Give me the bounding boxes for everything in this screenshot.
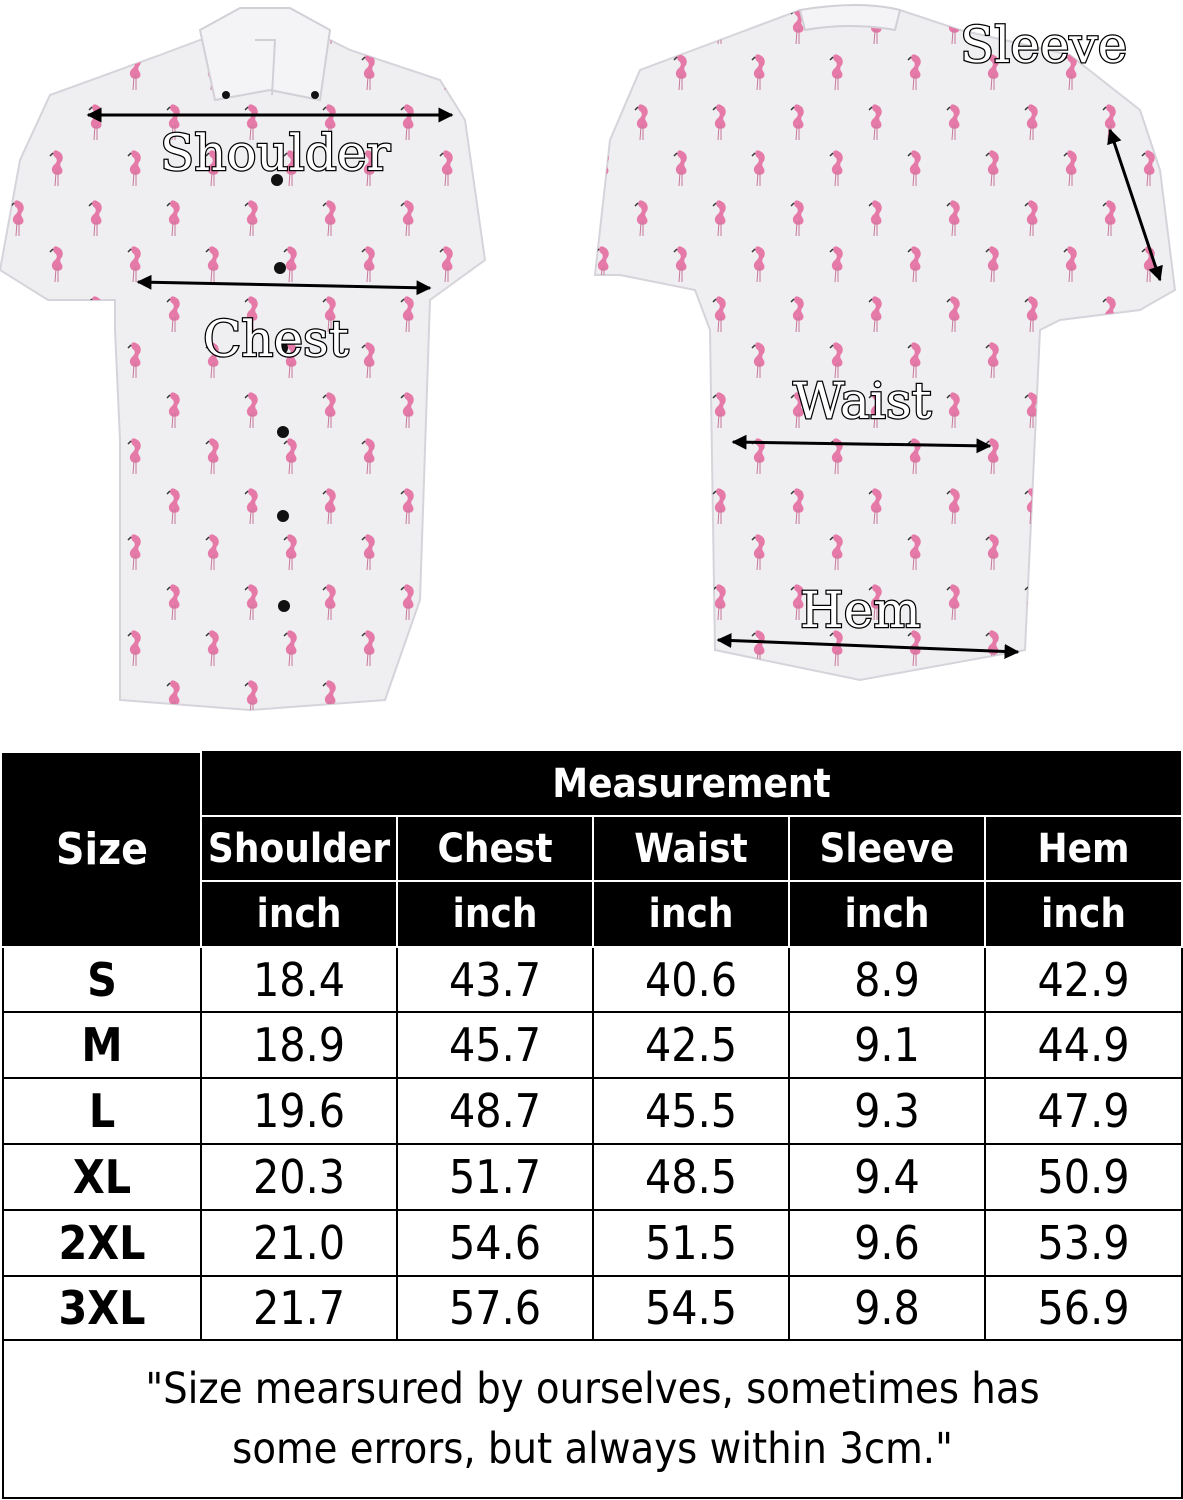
hem-label: Hem <box>800 581 921 639</box>
waist-value: 54.5 <box>593 1276 789 1340</box>
waist-value: 42.5 <box>593 1012 789 1077</box>
chest-value: 45.7 <box>397 1012 593 1077</box>
table-row <box>3 1078 1182 1144</box>
table-row <box>3 947 1182 1012</box>
shoulder-value: 18.9 <box>201 1012 397 1077</box>
disclaimer-line-1: "Size mearsured by ourselves, sometimes has <box>145 1364 1040 1415</box>
collar <box>200 8 330 100</box>
col-header-chest: Chest <box>397 816 593 880</box>
shoulder-value: 21.7 <box>201 1276 397 1340</box>
unit-header-waist: inch <box>593 881 789 947</box>
waist-value: 45.5 <box>593 1078 789 1144</box>
size-cell: 2XL <box>3 1210 201 1275</box>
size-chart-table <box>2 751 1183 1499</box>
size-header: Size <box>3 752 201 947</box>
col-header-hem: Hem <box>985 816 1182 880</box>
shirt-back <box>595 5 1175 680</box>
shoulder-value: 21.0 <box>201 1210 397 1275</box>
size-cell: 3XL <box>3 1276 201 1340</box>
chest-value: 54.6 <box>397 1210 593 1275</box>
table-row <box>3 1276 1182 1340</box>
unit-header-chest: inch <box>397 881 593 947</box>
col-header-waist: Waist <box>593 816 789 880</box>
hem-value: 47.9 <box>985 1078 1182 1144</box>
shoulder-value: 18.4 <box>201 947 397 1012</box>
unit-header-hem: inch <box>985 881 1182 947</box>
sleeve-value: 9.1 <box>789 1012 985 1077</box>
sleeve-value: 9.6 <box>789 1210 985 1275</box>
waist-value: 48.5 <box>593 1144 789 1210</box>
measurement-disclaimer <box>3 1340 1182 1498</box>
chest-value: 48.7 <box>397 1078 593 1144</box>
size-cell: M <box>3 1012 201 1077</box>
shoulder-label: Shoulder <box>160 124 391 182</box>
table-row <box>3 1210 1182 1275</box>
waist-value: 51.5 <box>593 1210 789 1275</box>
hem-value: 44.9 <box>985 1012 1182 1077</box>
sleeve-label: Sleeve <box>960 16 1128 74</box>
col-header-shoulder: Shoulder <box>201 816 397 880</box>
shoulder-value: 20.3 <box>201 1144 397 1210</box>
shoulder-value: 19.6 <box>201 1078 397 1144</box>
unit-header-shoulder: inch <box>201 881 397 947</box>
sleeve-value: 8.9 <box>789 947 985 1012</box>
hem-value: 53.9 <box>985 1210 1182 1275</box>
waist-value: 40.6 <box>593 947 789 1012</box>
size-cell: L <box>3 1078 201 1144</box>
size-cell: S <box>3 947 201 1012</box>
waist-label: Waist <box>793 372 932 430</box>
hem-value: 50.9 <box>985 1144 1182 1210</box>
chest-value: 43.7 <box>397 947 593 1012</box>
hem-value: 42.9 <box>985 947 1182 1012</box>
size-cell: XL <box>3 1144 201 1210</box>
chest-value: 57.6 <box>397 1276 593 1340</box>
back-collar <box>800 5 900 30</box>
unit-header-sleeve: inch <box>789 881 985 947</box>
measurement-header: Measurement <box>201 752 1182 816</box>
chest-value: 51.7 <box>397 1144 593 1210</box>
disclaimer-line-2: some errors, but always within 3cm." <box>232 1424 953 1475</box>
shirt-diagram <box>0 0 1183 745</box>
sleeve-value: 9.3 <box>789 1078 985 1144</box>
table-row <box>3 1144 1182 1210</box>
sleeve-value: 9.8 <box>789 1276 985 1340</box>
hem-value: 56.9 <box>985 1276 1182 1340</box>
sleeve-value: 9.4 <box>789 1144 985 1210</box>
table-row <box>3 1012 1182 1077</box>
col-header-sleeve: Sleeve <box>789 816 985 880</box>
chest-label: Chest <box>203 310 349 368</box>
